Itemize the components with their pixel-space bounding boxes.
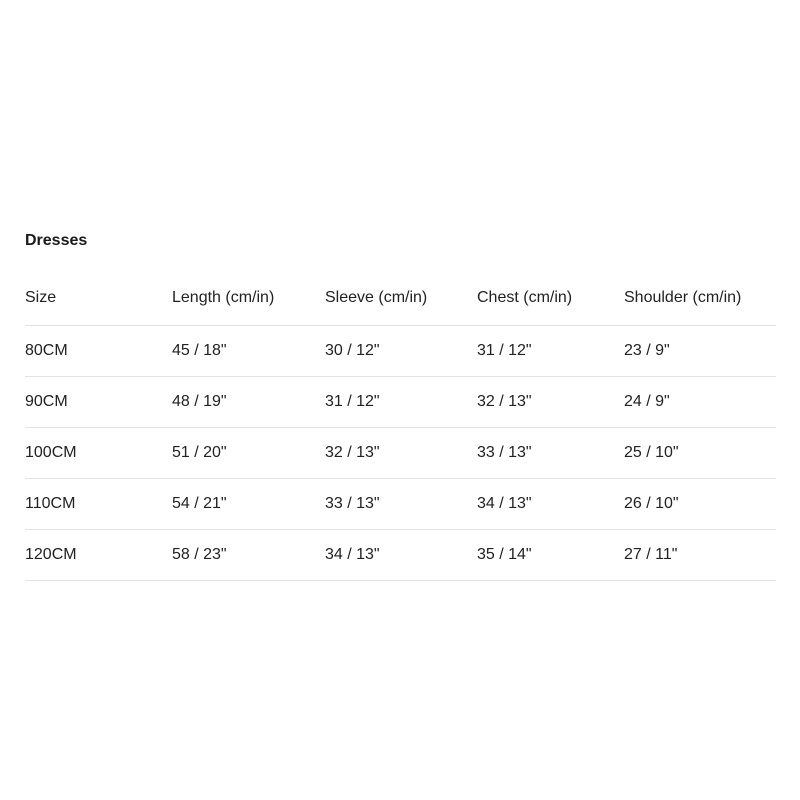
column-header-shoulder: Shoulder (cm/in) xyxy=(624,274,776,326)
size-chart xyxy=(25,228,776,581)
cell-length: 45 / 18" xyxy=(172,326,325,377)
cell-chest: 31 / 12" xyxy=(477,326,624,377)
cell-shoulder: 25 / 10" xyxy=(624,428,776,479)
cell-sleeve: 33 / 13" xyxy=(325,479,477,530)
table-row xyxy=(25,479,776,530)
cell-size: 100CM xyxy=(25,428,172,479)
table-row xyxy=(25,530,776,581)
cell-chest: 34 / 13" xyxy=(477,479,624,530)
cell-chest: 35 / 14" xyxy=(477,530,624,581)
chart-title: Dresses xyxy=(25,232,88,249)
cell-sleeve: 30 / 12" xyxy=(325,326,477,377)
cell-length: 51 / 20" xyxy=(172,428,325,479)
cell-sleeve: 32 / 13" xyxy=(325,428,477,479)
cell-sleeve: 31 / 12" xyxy=(325,377,477,428)
column-header-sleeve: Sleeve (cm/in) xyxy=(325,274,477,326)
cell-shoulder: 24 / 9" xyxy=(624,377,776,428)
cell-size: 80CM xyxy=(25,326,172,377)
table-header-row xyxy=(25,274,776,326)
cell-size: 120CM xyxy=(25,530,172,581)
column-header-chest: Chest (cm/in) xyxy=(477,274,624,326)
cell-shoulder: 23 / 9" xyxy=(624,326,776,377)
table-row xyxy=(25,326,776,377)
cell-length: 58 / 23" xyxy=(172,530,325,581)
cell-size: 90CM xyxy=(25,377,172,428)
cell-chest: 33 / 13" xyxy=(477,428,624,479)
cell-length: 48 / 19" xyxy=(172,377,325,428)
table-row xyxy=(25,428,776,479)
cell-shoulder: 27 / 11" xyxy=(624,530,776,581)
cell-length: 54 / 21" xyxy=(172,479,325,530)
column-header-size: Size xyxy=(25,274,172,326)
cell-chest: 32 / 13" xyxy=(477,377,624,428)
table-row xyxy=(25,377,776,428)
column-header-length: Length (cm/in) xyxy=(172,274,325,326)
size-table xyxy=(25,274,776,581)
cell-sleeve: 34 / 13" xyxy=(325,530,477,581)
cell-size: 110CM xyxy=(25,479,172,530)
cell-shoulder: 26 / 10" xyxy=(624,479,776,530)
